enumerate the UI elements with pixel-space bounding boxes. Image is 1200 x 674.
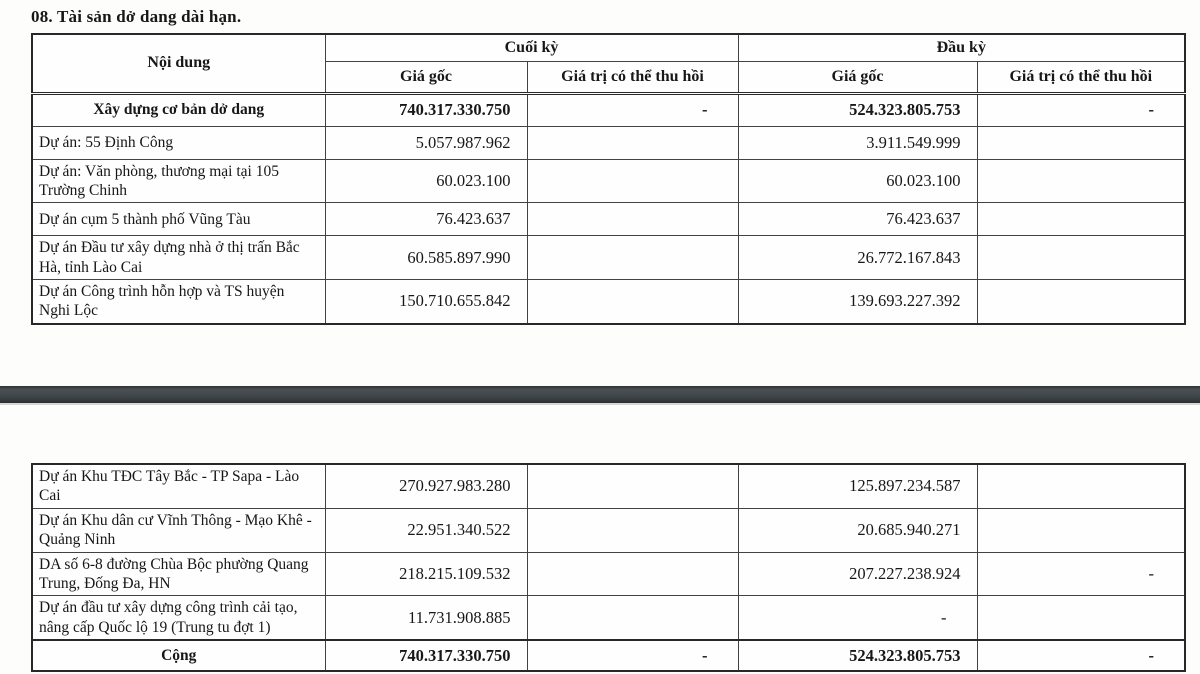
header-end-period: Cuối kỳ xyxy=(325,34,738,61)
table-row xyxy=(32,203,1185,236)
row-label: Dự án: Văn phòng, thương mại tại 105 Trường Chinh xyxy=(32,159,325,203)
begin-recoverable-cell xyxy=(977,464,1185,508)
section-title: 08. Tài sản dở dang dài hạn. xyxy=(31,7,242,26)
end-recoverable-total-cell: - xyxy=(527,640,738,671)
begin-recoverable-cell: - xyxy=(977,552,1185,596)
begin-recoverable-cell xyxy=(977,203,1185,236)
end-recoverable-cell xyxy=(527,552,738,596)
begin-cost-cell: 76.423.637 xyxy=(738,203,977,236)
row-label: Dự án Khu dân cư Vĩnh Thông - Mạo Khê - Quảng Ninh xyxy=(32,508,325,552)
begin-cost-cell: 207.227.238.924 xyxy=(738,552,977,596)
end-cost-total-cell: 740.317.330.750 xyxy=(325,640,527,671)
end-recoverable-cell xyxy=(527,280,738,324)
total-label: Cộng xyxy=(32,640,325,671)
table-row xyxy=(32,552,1185,596)
row-label: Dự án Công trình hỗn hợp và TS huyện Nghi Lộc xyxy=(32,280,325,324)
row-label: Dự án đầu tư xây dựng công trình cải tạo, nâng cấp Quốc lộ 19 (Trung tu đợt 1) xyxy=(32,596,325,640)
table-row xyxy=(32,464,1185,508)
end-cost-cell: 60.023.100 xyxy=(325,159,527,203)
row-label: Dự án Khu TĐC Tây Bắc - TP Sapa - Lào Cai xyxy=(32,464,325,508)
begin-cost-cell: 524.323.805.753 xyxy=(738,93,977,126)
table-row xyxy=(32,280,1185,324)
table-row xyxy=(32,596,1185,640)
begin-recoverable-cell: - xyxy=(977,93,1185,126)
begin-cost-cell: 139.693.227.392 xyxy=(738,280,977,324)
end-recoverable-cell xyxy=(527,203,738,236)
begin-recoverable-cell xyxy=(977,280,1185,324)
header-content: Nội dung xyxy=(32,34,325,93)
total-row xyxy=(32,640,1185,671)
end-cost-cell: 270.927.983.280 xyxy=(325,464,527,508)
header-begin-recoverable: Giá trị có thể thu hồi xyxy=(977,61,1185,93)
table-row xyxy=(32,508,1185,552)
row-label: Xây dựng cơ bản dở dang xyxy=(32,93,325,126)
table-row xyxy=(32,159,1185,203)
end-cost-cell: 22.951.340.522 xyxy=(325,508,527,552)
header-end-recoverable: Giá trị có thể thu hồi xyxy=(527,61,738,93)
table-row xyxy=(32,126,1185,159)
row-label: Dự án cụm 5 thành phố Vũng Tàu xyxy=(32,203,325,236)
row-label: Dự án Đầu tư xây dựng nhà ở thị trấn Bắc Hà, tỉnh Lào Cai xyxy=(32,236,325,280)
begin-cost-cell: 60.023.100 xyxy=(738,159,977,203)
end-recoverable-cell xyxy=(527,508,738,552)
begin-recoverable-cell xyxy=(977,596,1185,640)
header-begin-original-cost: Giá gốc xyxy=(738,61,977,93)
begin-recoverable-total-cell: - xyxy=(977,640,1185,671)
end-recoverable-cell xyxy=(527,464,738,508)
end-recoverable-cell: - xyxy=(527,93,738,126)
end-recoverable-cell xyxy=(527,596,738,640)
end-recoverable-cell xyxy=(527,159,738,203)
header-begin-period: Đầu kỳ xyxy=(738,34,1185,61)
begin-recoverable-cell xyxy=(977,508,1185,552)
end-cost-cell: 60.585.897.990 xyxy=(325,236,527,280)
table-row xyxy=(32,236,1185,280)
scanner-page-break-bar xyxy=(0,386,1200,405)
end-recoverable-cell xyxy=(527,236,738,280)
end-cost-cell: 218.215.109.532 xyxy=(325,552,527,596)
table-row xyxy=(32,93,1185,126)
row-label: DA số 6-8 đường Chùa Bộc phường Quang Trung, Đống Đa, HN xyxy=(32,552,325,596)
begin-cost-cell: 125.897.234.587 xyxy=(738,464,977,508)
wip-assets-table xyxy=(31,33,1186,325)
wip-assets-table-continued xyxy=(31,463,1186,672)
begin-cost-cell: - xyxy=(738,596,977,640)
begin-recoverable-cell xyxy=(977,126,1185,159)
header-end-original-cost: Giá gốc xyxy=(325,61,527,93)
end-recoverable-cell xyxy=(527,126,738,159)
begin-cost-cell: 26.772.167.843 xyxy=(738,236,977,280)
begin-recoverable-cell xyxy=(977,236,1185,280)
row-label: Dự án: 55 Định Công xyxy=(32,126,325,159)
begin-recoverable-cell xyxy=(977,159,1185,203)
begin-cost-cell: 3.911.549.999 xyxy=(738,126,977,159)
begin-cost-total-cell: 524.323.805.753 xyxy=(738,640,977,671)
end-cost-cell: 5.057.987.962 xyxy=(325,126,527,159)
begin-cost-cell: 20.685.940.271 xyxy=(738,508,977,552)
end-cost-cell: 11.731.908.885 xyxy=(325,596,527,640)
end-cost-cell: 740.317.330.750 xyxy=(325,93,527,126)
end-cost-cell: 76.423.637 xyxy=(325,203,527,236)
end-cost-cell: 150.710.655.842 xyxy=(325,280,527,324)
